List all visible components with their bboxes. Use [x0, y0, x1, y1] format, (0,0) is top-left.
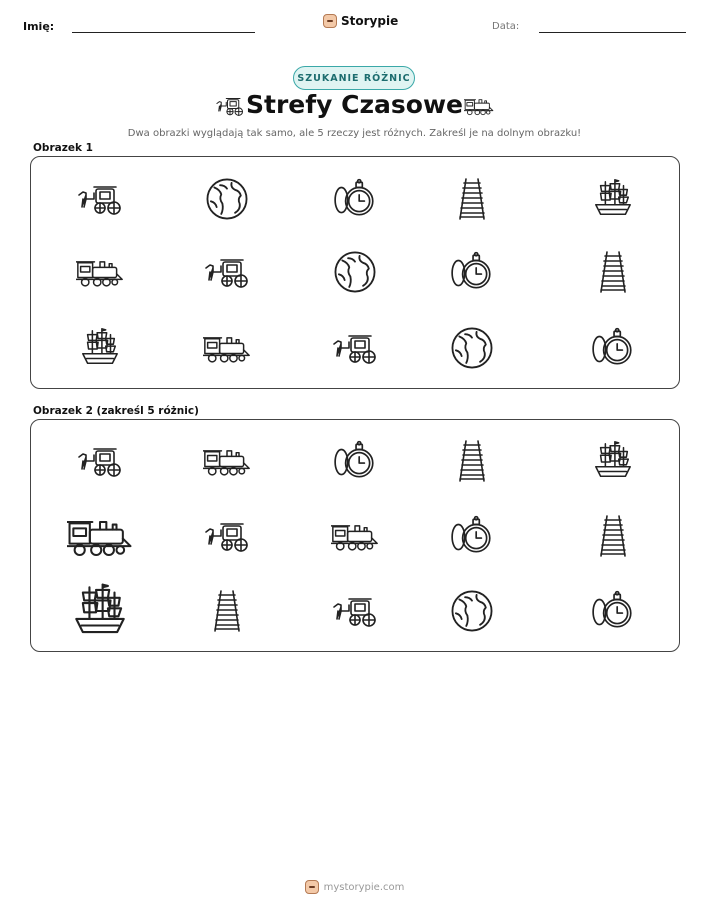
picture1-ship-icon — [79, 327, 121, 369]
name-label: Imię: — [23, 20, 55, 33]
picture1-globe-icon — [332, 249, 378, 295]
picture2-train-icon[interactable] — [203, 443, 251, 479]
name-line[interactable] — [72, 32, 255, 33]
title-carriage-icon — [215, 94, 245, 118]
picture2-carriage-icon[interactable] — [76, 443, 124, 479]
picture1-carriage-icon — [331, 330, 379, 366]
brand-name: Storypie — [341, 14, 399, 28]
picture1-globe-icon — [204, 176, 250, 222]
picture2-ship-icon[interactable] — [71, 581, 129, 641]
picture2-label: Obrazek 2 (zakreśl 5 różnic) — [33, 405, 199, 417]
picture1-railroad-track-icon — [593, 250, 633, 294]
instructions: Dwa obrazki wyglądają tak samo, ale 5 rzeczy jest różnych. Zakreśl je na dolnym obrazku! — [127, 128, 582, 139]
picture2-ship-icon[interactable] — [592, 440, 634, 482]
picture2-carriage-icon[interactable] — [331, 593, 379, 629]
picture2-carriage-icon[interactable] — [203, 518, 251, 554]
picture2-train-icon[interactable] — [331, 518, 379, 554]
title-train-icon — [464, 94, 494, 118]
picture2-pocket-watch-icon[interactable] — [449, 515, 495, 557]
date-label: Data: — [492, 21, 520, 32]
picture1-pocket-watch-icon — [590, 327, 636, 369]
footer-logo-icon — [305, 880, 319, 894]
picture2-railroad-track-icon[interactable] — [207, 589, 247, 633]
page-title: Strefy Czasowe — [246, 90, 463, 119]
picture1-train-icon — [76, 254, 124, 290]
picture1-pocket-watch-icon — [449, 251, 495, 293]
picture2-railroad-track-icon[interactable] — [593, 514, 633, 558]
activity-tag: SZUKANIE RÓŻNIC — [293, 66, 415, 90]
picture1-globe-icon — [449, 325, 495, 371]
storypie-logo-icon — [323, 14, 337, 28]
picture1-carriage-icon — [76, 181, 124, 217]
picture1-carriage-icon — [203, 254, 251, 290]
date-line[interactable] — [539, 32, 686, 33]
picture1-railroad-track-icon — [452, 177, 492, 221]
picture2-train-icon[interactable] — [67, 512, 133, 560]
footer-url[interactable]: mystorypie.com — [323, 881, 405, 893]
picture2-globe-icon[interactable] — [449, 588, 495, 634]
picture2-railroad-track-icon[interactable] — [452, 439, 492, 483]
picture1-pocket-watch-icon — [332, 178, 378, 220]
picture2-pocket-watch-icon[interactable] — [332, 440, 378, 482]
brand-logo — [323, 14, 398, 28]
picture1-train-icon — [203, 330, 251, 366]
picture1-label: Obrazek 1 — [33, 142, 93, 154]
picture1-ship-icon — [592, 178, 634, 220]
footer — [0, 880, 709, 894]
picture2-pocket-watch-icon[interactable] — [590, 590, 636, 632]
